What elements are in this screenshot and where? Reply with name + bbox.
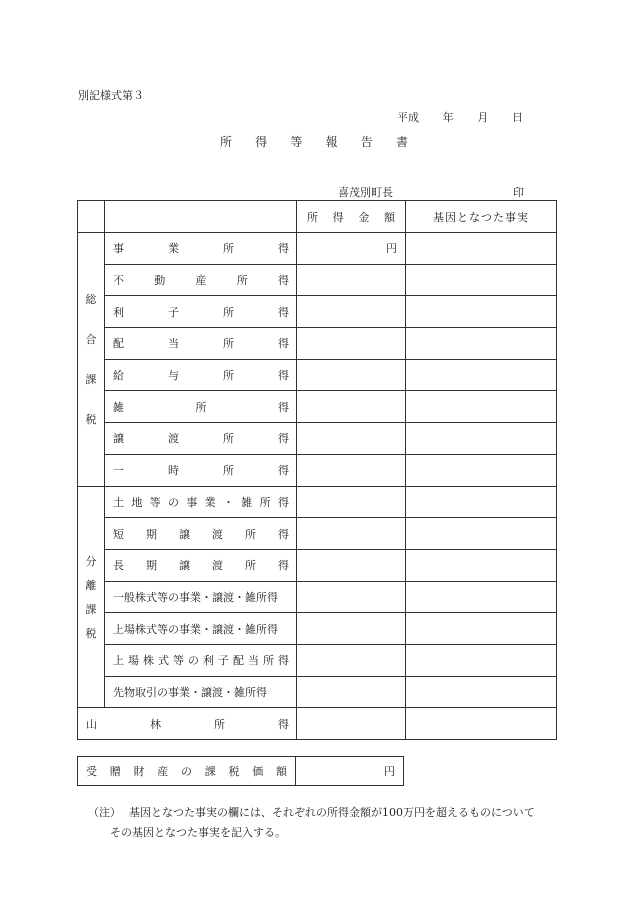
- table-row: [78, 518, 557, 550]
- income-type-char: 期: [146, 559, 157, 573]
- title-char: 等: [290, 135, 303, 149]
- income-type-char: 渡: [168, 432, 179, 446]
- title-char: 所: [220, 135, 233, 149]
- reason-field[interactable]: [406, 423, 557, 455]
- income-type-char: 得: [277, 495, 289, 509]
- sanrin-char: 得: [278, 717, 289, 731]
- reason-field[interactable]: [406, 233, 557, 265]
- income-type-char: 等: [149, 495, 161, 509]
- gift-label-char: の: [181, 765, 192, 778]
- sanrin-char: 山: [86, 717, 97, 731]
- income-type-char: 給: [113, 369, 124, 383]
- reason-field[interactable]: [406, 644, 557, 676]
- title-char: 告: [360, 135, 373, 149]
- amount-field[interactable]: [297, 708, 406, 740]
- income-type-text: [113, 684, 289, 700]
- group-sogo: [78, 233, 105, 487]
- reason-field[interactable]: [406, 486, 557, 518]
- income-type-label: [105, 264, 297, 296]
- income-type-char: 所: [223, 337, 234, 351]
- gift-value-box: [77, 756, 404, 786]
- income-type-label: [105, 454, 297, 486]
- income-type-text: [113, 272, 289, 288]
- income-type-text: [113, 399, 289, 415]
- income-type-label: [105, 644, 297, 676]
- reason-field[interactable]: [406, 708, 557, 740]
- income-type-char: 一般株式等の事業・譲渡・雑所得: [113, 590, 278, 604]
- amount-field[interactable]: [297, 391, 406, 423]
- income-type-char: 業: [204, 495, 216, 509]
- income-type-char: 得: [278, 432, 289, 446]
- income-type-char: 場: [128, 654, 139, 668]
- reason-field[interactable]: [406, 359, 557, 391]
- table-header-row: [78, 201, 557, 233]
- income-type-char: 得: [278, 400, 289, 414]
- header-blank-1: [78, 201, 105, 233]
- income-type-label: [105, 359, 297, 391]
- income-type-char: 土: [113, 495, 124, 509]
- date-era: 平成: [397, 111, 419, 124]
- income-type-label: [105, 296, 297, 328]
- table-row: [78, 328, 557, 360]
- date-day-unit: 日: [511, 111, 523, 124]
- income-type-char: 譲: [113, 432, 124, 446]
- table-row: [78, 296, 557, 328]
- title-char: 得: [255, 135, 268, 149]
- income-type-text: [113, 494, 289, 510]
- recipient: 喜茂別町長: [338, 186, 393, 199]
- group-bunri-char: 離: [85, 578, 97, 592]
- header-amount-char: 額: [383, 210, 395, 224]
- sanrin-char: 林: [150, 717, 161, 731]
- income-type-char: 得: [278, 242, 289, 256]
- sanrin-text: [86, 716, 289, 732]
- income-type-char: 期: [146, 527, 157, 541]
- income-type-char: 所: [223, 432, 234, 446]
- income-type-label: [105, 391, 297, 423]
- gift-value-field[interactable]: [296, 757, 403, 785]
- gift-label-char: 課: [204, 765, 216, 778]
- income-type-char: 当: [168, 337, 179, 351]
- gift-label-char: 税: [228, 765, 240, 778]
- table-row: [78, 581, 557, 613]
- gift-label-char: 贈: [109, 765, 121, 778]
- reason-field[interactable]: [406, 328, 557, 360]
- income-type-char: 子: [168, 305, 179, 319]
- group-sogo-char: 税: [85, 413, 97, 427]
- income-type-char: 与: [168, 369, 179, 383]
- sanrin-label: [78, 708, 297, 740]
- reason-field[interactable]: [406, 454, 557, 486]
- income-type-char: 等: [173, 654, 184, 668]
- income-type-text: [113, 335, 289, 351]
- amount-field[interactable]: [297, 423, 406, 455]
- income-type-char: 得: [278, 305, 289, 319]
- yen-unit: 円: [386, 242, 397, 256]
- amount-field[interactable]: [297, 233, 406, 265]
- gift-label-char: 額: [276, 765, 287, 778]
- income-type-text: [113, 621, 289, 637]
- table-row: [78, 676, 557, 708]
- note-prefix: （注）: [88, 806, 121, 819]
- amount-field[interactable]: [297, 644, 406, 676]
- income-type-char: 得: [278, 559, 289, 573]
- income-type-char: 得: [278, 369, 289, 383]
- amount-field[interactable]: [297, 676, 406, 708]
- table-row: [78, 549, 557, 581]
- income-type-char: 地: [131, 495, 143, 509]
- title-char: 報: [325, 135, 338, 149]
- reason-field[interactable]: [406, 264, 557, 296]
- page-title: [220, 133, 408, 150]
- income-type-char: 事: [186, 495, 198, 509]
- income-type-char: 雑: [241, 495, 253, 509]
- amount-field[interactable]: [297, 549, 406, 581]
- income-type-char: 子: [218, 654, 229, 668]
- title-char: 書: [395, 135, 408, 149]
- gift-yen-unit: 円: [384, 765, 395, 778]
- income-type-char: 利: [113, 305, 124, 319]
- table-row: [78, 264, 557, 296]
- reason-field[interactable]: [406, 296, 557, 328]
- table-row: [78, 644, 557, 676]
- income-type-char: 所: [259, 495, 271, 509]
- reason-field[interactable]: [406, 581, 557, 613]
- income-type-char: 所: [223, 305, 234, 319]
- group-bunri-char: 分: [85, 554, 97, 568]
- table-row-sanrin: [78, 708, 557, 740]
- date-line: [397, 109, 523, 125]
- income-type-char: 利: [203, 654, 214, 668]
- amount-field[interactable]: [297, 328, 406, 360]
- income-type-char: 所: [195, 400, 207, 414]
- income-type-text: [113, 240, 289, 256]
- income-type-label: [105, 328, 297, 360]
- gift-label-char: 財: [133, 765, 145, 778]
- income-type-char: 得: [278, 274, 289, 288]
- amount-field[interactable]: [297, 486, 406, 518]
- date-year-unit: 年: [442, 111, 454, 124]
- table-row: [78, 359, 557, 391]
- income-type-char: 事: [113, 242, 124, 256]
- income-type-char: の: [167, 495, 179, 509]
- income-table: [77, 200, 557, 740]
- income-type-char: 上: [113, 654, 124, 668]
- income-type-text: [113, 462, 289, 478]
- income-type-char: 動: [154, 274, 166, 288]
- table-row: [78, 486, 557, 518]
- income-type-char: 短: [113, 527, 124, 541]
- table-row: [78, 613, 557, 645]
- reason-field[interactable]: [406, 676, 557, 708]
- income-type-char: 得: [278, 654, 289, 668]
- income-type-char: 所: [223, 464, 234, 478]
- gift-label-char: 価: [252, 765, 264, 778]
- date-month-unit: 月: [477, 111, 489, 124]
- income-type-char: 配: [113, 337, 124, 351]
- amount-field[interactable]: [297, 518, 406, 550]
- table-row: [78, 454, 557, 486]
- amount-field[interactable]: [297, 454, 406, 486]
- amount-field[interactable]: [297, 264, 406, 296]
- income-type-label: [105, 676, 297, 708]
- income-type-char: 所: [236, 274, 248, 288]
- income-type-char: 所: [223, 369, 234, 383]
- form-number: 別記様式第３: [78, 89, 144, 102]
- amount-field[interactable]: [297, 581, 406, 613]
- income-type-char: ・: [222, 495, 234, 509]
- income-type-char: 得: [278, 337, 289, 351]
- reason-field[interactable]: [406, 549, 557, 581]
- income-type-label: [105, 486, 297, 518]
- income-type-char: 譲: [179, 527, 190, 541]
- header-amount-char: 得: [332, 210, 344, 224]
- income-type-text: [113, 589, 289, 605]
- amount-field[interactable]: [297, 613, 406, 645]
- table-row: [78, 233, 557, 265]
- income-type-text: [113, 526, 289, 542]
- group-bunri: [78, 486, 105, 708]
- income-type-text: [113, 304, 289, 320]
- reason-field[interactable]: [406, 518, 557, 550]
- table-row: [78, 391, 557, 423]
- income-type-char: の: [188, 654, 199, 668]
- income-type-char: 式: [158, 654, 169, 668]
- income-type-text: [113, 557, 289, 573]
- header-amount-char: 金: [358, 210, 370, 224]
- income-type-text: [113, 367, 289, 383]
- income-type-char: 得: [278, 527, 289, 541]
- income-type-char: 所: [263, 654, 274, 668]
- reason-field[interactable]: [406, 613, 557, 645]
- income-type-char: 渡: [212, 527, 223, 541]
- income-type-char: 譲: [179, 559, 190, 573]
- income-type-label: [105, 549, 297, 581]
- income-type-char: 業: [168, 242, 179, 256]
- header-blank-2: [105, 201, 297, 233]
- group-sogo-char: 総: [85, 293, 97, 307]
- group-sogo-char: 合: [85, 333, 97, 347]
- income-type-text: [113, 430, 289, 446]
- income-type-char: 雑: [113, 400, 124, 414]
- income-type-char: 長: [113, 559, 124, 573]
- income-type-char: 上場株式等の事業・譲渡・雑所得: [113, 622, 278, 636]
- income-type-char: 配: [233, 654, 244, 668]
- note-line2: その基因となつた事実を記入する。: [110, 826, 286, 839]
- seal-mark: 印: [513, 186, 524, 199]
- income-type-char: 先物取引の事業・譲渡・雑所得: [113, 685, 267, 699]
- income-type-char: 所: [223, 242, 234, 256]
- group-bunri-char: 課: [85, 602, 97, 616]
- income-type-char: 得: [278, 464, 289, 478]
- income-type-char: 当: [248, 654, 259, 668]
- group-bunri-char: 税: [85, 626, 97, 640]
- income-type-char: 一: [113, 464, 124, 478]
- income-type-char: 渡: [212, 559, 223, 573]
- income-type-char: 産: [195, 274, 207, 288]
- income-type-label: [105, 581, 297, 613]
- header-reason: 基因となつた事実: [406, 201, 557, 233]
- income-type-char: 所: [245, 559, 256, 573]
- gift-value-label: [78, 757, 296, 785]
- header-amount-char: 所: [307, 210, 318, 224]
- header-amount: [297, 201, 406, 233]
- gift-label-char: 産: [157, 765, 169, 778]
- group-bunri-label: [78, 553, 104, 641]
- income-type-char: 不: [113, 274, 124, 288]
- table-row: [78, 423, 557, 455]
- group-sogo-char: 課: [85, 373, 97, 387]
- income-type-label: [105, 518, 297, 550]
- income-type-label: [105, 423, 297, 455]
- income-type-label: [105, 613, 297, 645]
- income-type-char: 所: [245, 527, 256, 541]
- note-line1: 基因となつた事実の欄には、それぞれの所得金額が100万円を超えるものについて: [129, 806, 535, 819]
- footnote: [88, 803, 558, 843]
- amount-field[interactable]: [297, 296, 406, 328]
- income-type-text: [113, 652, 289, 668]
- group-sogo-label: [78, 291, 104, 427]
- reason-field[interactable]: [406, 391, 557, 423]
- amount-field[interactable]: [297, 359, 406, 391]
- sanrin-char: 所: [214, 717, 225, 731]
- income-type-char: 時: [168, 464, 179, 478]
- header-amount-text: [307, 209, 395, 225]
- income-type-label: [105, 233, 297, 265]
- income-type-char: 株: [143, 654, 154, 668]
- gift-label-char: 受: [86, 765, 97, 778]
